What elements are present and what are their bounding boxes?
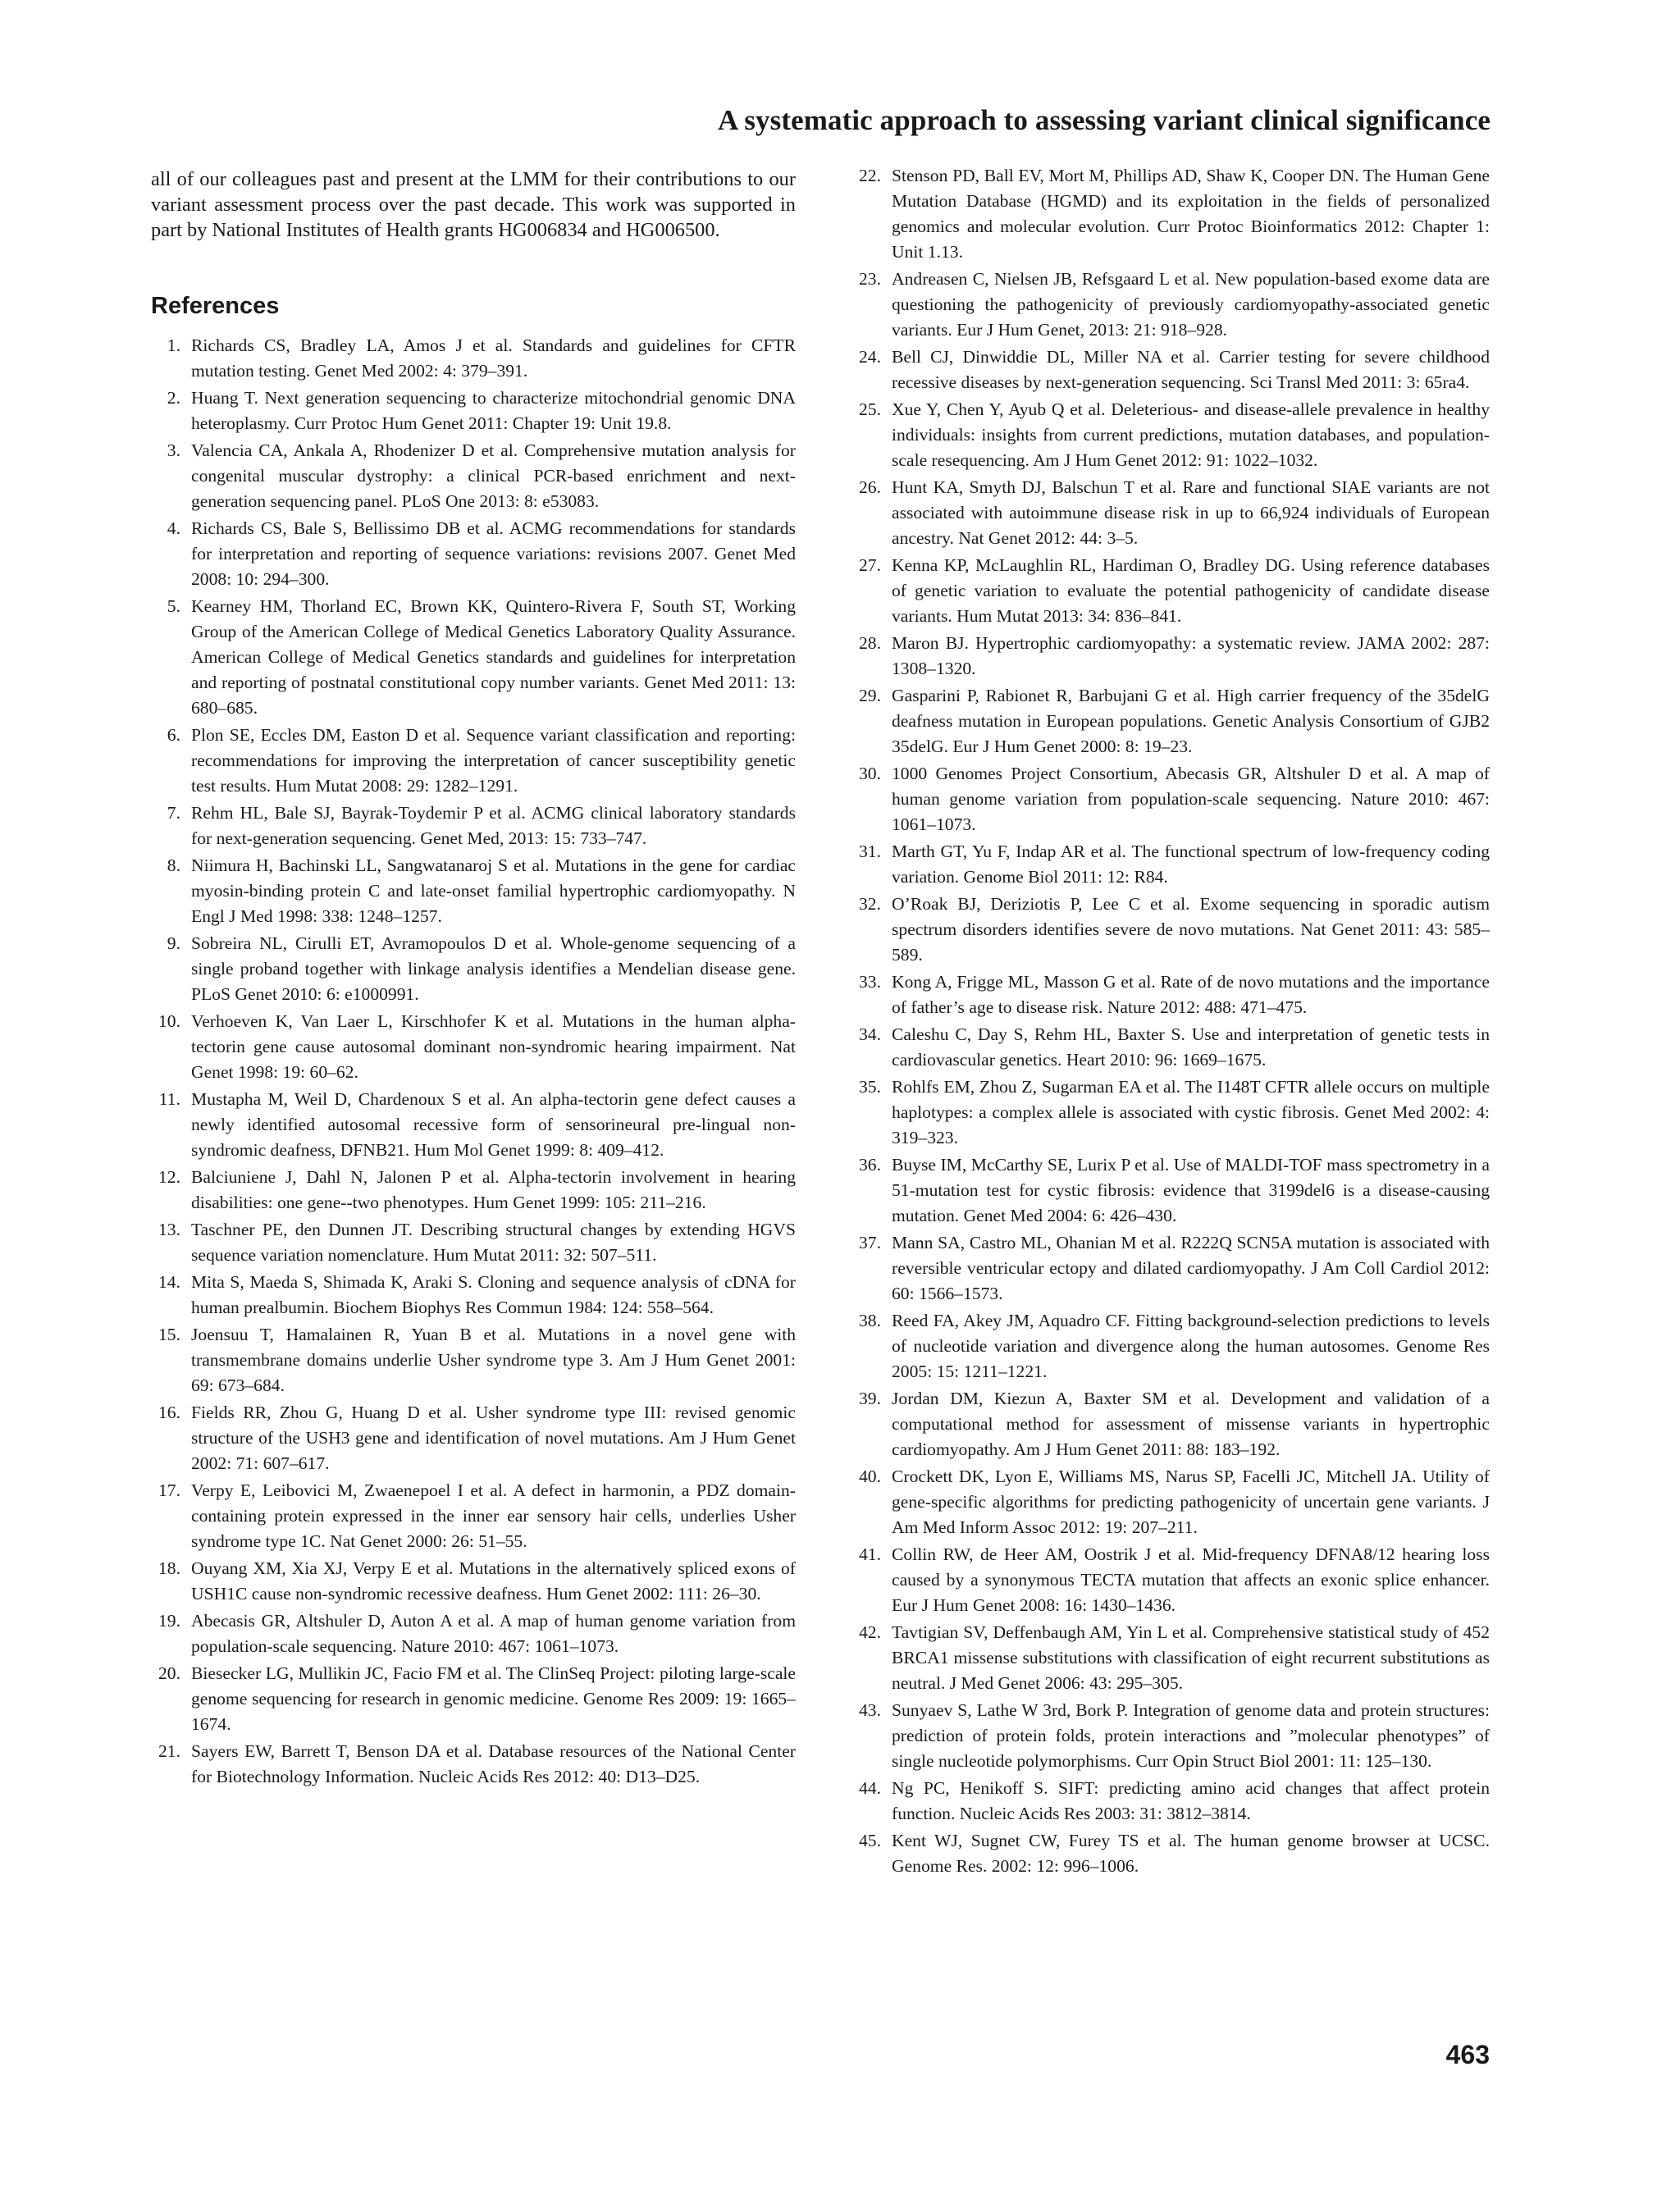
reference-text: Marth GT, Yu F, Indap AR et al. The functional spectrum of low-frequency coding variation. Genome Biol 2011: 12: R84. <box>892 842 1490 887</box>
reference-number: 23. <box>859 269 881 289</box>
reference-item <box>851 163 1490 265</box>
page-number: 463 <box>1445 2040 1490 2069</box>
reference-number: 22. <box>859 166 881 185</box>
references-heading: References <box>151 293 280 319</box>
reference-item <box>151 438 796 514</box>
reference-number: 43. <box>859 1700 881 1720</box>
acknowledgement-paragraph: all of our colleagues past and present at the LMM for their contributions to our variant assessment process over the past decade. This work was supported in part by National Institutes of Health grants HG006834 and HG006500. <box>151 168 796 241</box>
reference-text: Verpy E, Leibovici M, Zwaenepoel I et al. A defect in harmonin, a PDZ domain-containing protein expressed in the inner ear sensory hair cells, underlies Usher syndrome type 1C. Nat Genet 2000: 26: 51–55. <box>191 1480 796 1551</box>
reference-text: Rehm HL, Bale SJ, Bayrak-Toydemir P et al. ACMG clinical laboratory standards for next-generation sequencing. Genet Med, 2013: 15: 733–747. <box>191 803 796 848</box>
reference-item <box>851 683 1490 760</box>
reference-number: 30. <box>859 764 881 783</box>
reference-item <box>151 1270 796 1321</box>
reference-item <box>151 853 796 929</box>
reference-number: 37. <box>859 1233 881 1252</box>
reference-item <box>851 1542 1490 1618</box>
reference-number: 21. <box>158 1741 180 1761</box>
reference-item <box>151 516 796 592</box>
reference-item <box>151 1556 796 1607</box>
reference-number: 32. <box>859 894 881 914</box>
reference-number: 31. <box>859 842 881 861</box>
reference-text: Rohlfs EM, Zhou Z, Sugarman EA et al. The I148T CFTR allele occurs on multiple haplotypes: a complex allele is associated with cystic fibrosis. Genet Med 2002: 4: 319–323. <box>892 1077 1490 1147</box>
reference-item <box>851 553 1490 629</box>
reference-text: Mita S, Maeda S, Shimada K, Araki S. Cloning and sequence analysis of cDNA for human prealbumin. Biochem Biophys Res Commun 1984: 124: 558–564. <box>191 1272 796 1317</box>
reference-item <box>851 631 1490 682</box>
reference-text: Andreasen C, Nielsen JB, Refsgaard L et al. New population-based exome data are questioning the pathogenicity of previously cardiomyopathy-associated genetic variants. Eur J Hum Genet, 2013: 21: 918–928. <box>892 269 1490 340</box>
reference-number: 7. <box>167 803 180 823</box>
reference-text: Collin RW, de Heer AM, Oostrik J et al. Mid-frequency DFNA8/12 hearing loss caused by a synonymous TECTA mutation that affects an exonic splice enhancer. Eur J Hum Genet 2008: 16: 1430–1436. <box>892 1544 1490 1615</box>
reference-number: 3. <box>167 440 180 460</box>
reference-text: Valencia CA, Ankala A, Rhodenizer D et al. Comprehensive mutation analysis for congenital muscular dystrophy: a clinical PCR-based enrichment and next-generation sequencing panel. PLoS One 2013: 8: e53083. <box>191 440 796 511</box>
reference-item <box>851 1828 1490 1879</box>
reference-number: 40. <box>859 1467 881 1486</box>
reference-item <box>851 1386 1490 1462</box>
reference-number: 18. <box>158 1558 180 1578</box>
reference-number: 28. <box>859 633 881 653</box>
reference-text: Huang T. Next generation sequencing to characterize mitochondrial genomic DNA heteroplasmy. Curr Protoc Hum Genet 2011: Chapter 19: Unit 19.8. <box>191 388 796 433</box>
reference-item <box>851 892 1490 968</box>
reference-number: 24. <box>859 347 881 367</box>
reference-item <box>151 594 796 721</box>
reference-list-left <box>151 333 796 1790</box>
reference-text: Mann SA, Castro ML, Ohanian M et al. R222Q SCN5A mutation is associated with reversible ventricular ectopy and dilated cardiomyopathy. J Am Coll Cardiol 2012: 60: 1566–1573. <box>892 1233 1490 1303</box>
reference-text: Kent WJ, Sugnet CW, Furey TS et al. The human genome browser at UCSC. Genome Res. 2002: 12: 996–1006. <box>892 1831 1490 1876</box>
reference-item <box>851 1022 1490 1073</box>
reference-item <box>151 385 796 436</box>
reference-number: 17. <box>158 1480 180 1500</box>
reference-number: 4. <box>167 518 180 538</box>
reference-text: Maron BJ. Hypertrophic cardiomyopathy: a systematic review. JAMA 2002: 287: 1308–1320. <box>892 633 1490 678</box>
reference-number: 15. <box>158 1325 180 1344</box>
reference-text: Crockett DK, Lyon E, Williams MS, Narus SP, Facelli JC, Mitchell JA. Utility of gene-specific algorithms for predicting pathogenicity of uncertain gene variants. J Am Med Inform Assoc 2012: 19: 207–211. <box>892 1467 1490 1537</box>
reference-text: Richards CS, Bradley LA, Amos J et al. Standards and guidelines for CFTR mutation testing. Genet Med 2002: 4: 379–391. <box>191 335 796 381</box>
reference-text: Xue Y, Chen Y, Ayub Q et al. Deleterious- and disease-allele prevalence in healthy individuals: insights from current predictions, mutation databases, and population-scale resequencing. Am J Hum Genet 2012: 91: 1022–1032. <box>892 399 1490 470</box>
reference-item <box>151 1165 796 1216</box>
reference-item <box>151 1608 796 1659</box>
reference-text: Taschner PE, den Dunnen JT. Describing structural changes by extending HGVS sequence variation nomenclature. Hum Mutat 2011: 32: 507–511. <box>191 1220 796 1265</box>
reference-text: Fields RR, Zhou G, Huang D et al. Usher syndrome type III: revised genomic structure of the USH3 gene and identification of novel mutations. Am J Hum Genet 2002: 71: 607–617. <box>191 1403 796 1473</box>
reference-number: 41. <box>859 1544 881 1564</box>
reference-text: Ng PC, Henikoff S. SIFT: predicting amino acid changes that affect protein function. Nucleic Acids Res 2003: 31: 3812–3814. <box>892 1778 1490 1823</box>
reference-number: 44. <box>859 1778 881 1798</box>
reference-text: Ouyang XM, Xia XJ, Verpy E et al. Mutations in the alternatively spliced exons of USH1C cause non-syndromic recessive deafness. Hum Genet 2002: 111: 26–30. <box>191 1558 796 1604</box>
reference-text: Hunt KA, Smyth DJ, Balschun T et al. Rare and functional SIAE variants are not associated with autoimmune disease risk in up to 66,924 individuals of European ancestry. Nat Genet 2012: 44: 3–5. <box>892 477 1490 548</box>
reference-number: 35. <box>859 1077 881 1097</box>
reference-number: 39. <box>859 1389 881 1408</box>
reference-number: 33. <box>859 972 881 992</box>
reference-number: 16. <box>158 1403 180 1422</box>
reference-number: 38. <box>859 1311 881 1330</box>
reference-number: 20. <box>158 1663 180 1683</box>
reference-text: Richards CS, Bale S, Bellissimo DB et al. ACMG recommendations for standards for interpretation and reporting of sequence variations: revisions 2007. Genet Med 2008: 10: 294–300. <box>191 518 796 589</box>
reference-item <box>151 1322 796 1398</box>
reference-item <box>851 1698 1490 1774</box>
reference-item <box>151 1661 796 1737</box>
reference-text: Tavtigian SV, Deffenbaugh AM, Yin L et al. Comprehensive statistical study of 452 BRCA1 missense substitutions with classification of eight recurrent substitutions as neutral. J Med Genet 2006: 43: 295–305. <box>892 1622 1490 1693</box>
reference-item <box>151 723 796 799</box>
reference-item <box>851 475 1490 551</box>
reference-item <box>851 839 1490 890</box>
reference-item <box>851 1776 1490 1827</box>
reference-item <box>151 801 796 851</box>
reference-text: 1000 Genomes Project Consortium, Abecasis GR, Altshuler D et al. A map of human genome variation from population-scale sequencing. Nature 2010: 467: 1061–1073. <box>892 764 1490 834</box>
reference-text: Plon SE, Eccles DM, Easton D et al. Sequence variant classification and reporting: recommendations for improving the interpretation of cancer susceptibility genetic test results. Hum Mutat 2008: 29: 1282–1291. <box>191 725 796 796</box>
reference-item <box>851 1308 1490 1385</box>
right-column <box>851 163 1490 1881</box>
reference-number: 10. <box>158 1011 180 1031</box>
reference-text: Mustapha M, Weil D, Chardenoux S et al. An alpha-tectorin gene defect causes a newly identified autosomal recessive form of sensorineural pre-lingual non-syndromic deafness, DFNB21. Hum Mol Genet 1999: 8: 409–412. <box>191 1089 796 1160</box>
reference-text: Balciuniene J, Dahl N, Jalonen P et al. Alpha-tectorin involvement in hearing disabilities: one gene--two phenotypes. Hum Genet 1999: 105: 211–216. <box>191 1167 796 1212</box>
reference-number: 1. <box>167 335 180 355</box>
reference-number: 36. <box>859 1155 881 1175</box>
reference-item <box>851 1152 1490 1229</box>
reference-item <box>151 931 796 1007</box>
reference-text: O’Roak BJ, Deriziotis P, Lee C et al. Exome sequencing in sporadic autism spectrum disorders identifies severe de novo mutations. Nat Genet 2011: 43: 585–589. <box>892 894 1490 965</box>
reference-text: Biesecker LG, Mullikin JC, Facio FM et al. The ClinSeq Project: piloting large-scale genome sequencing for research in genomic medicine. Genome Res 2009: 19: 1665–1674. <box>191 1663 796 1734</box>
reference-item <box>851 267 1490 343</box>
reference-item <box>151 333 796 384</box>
reference-number: 5. <box>167 596 180 616</box>
reference-number: 8. <box>167 855 180 875</box>
reference-item <box>851 1230 1490 1307</box>
reference-item <box>851 1074 1490 1151</box>
running-title: A systematic approach to assessing variant clinical significance <box>718 104 1491 136</box>
reference-text: Jordan DM, Kiezun A, Baxter SM et al. Development and validation of a computational method for assessment of missense variants in hypertrophic cardiomyopathy. Am J Hum Genet 2011: 88: 183–192. <box>892 1389 1490 1459</box>
reference-item <box>151 1478 796 1554</box>
reference-number: 25. <box>859 399 881 419</box>
reference-number: 29. <box>859 686 881 705</box>
reference-item <box>851 761 1490 837</box>
reference-text: Caleshu C, Day S, Rehm HL, Baxter S. Use and interpretation of genetic tests in cardiovascular genetics. Heart 2010: 96: 1669–1675. <box>892 1024 1490 1070</box>
reference-number: 2. <box>167 388 180 408</box>
left-column <box>151 167 796 1791</box>
reference-number: 42. <box>859 1622 881 1642</box>
reference-number: 11. <box>158 1089 180 1109</box>
reference-text: Bell CJ, Dinwiddie DL, Miller NA et al. Carrier testing for severe childhood recessive diseases by next-generation sequencing. Sci Transl Med 2011: 3: 65ra4. <box>892 347 1490 392</box>
reference-item <box>151 1739 796 1790</box>
reference-text: Verhoeven K, Van Laer L, Kirschhofer K et al. Mutations in the human alpha-tectorin gene cause autosomal dominant non-syndromic hearing impairment. Nat Genet 1998: 19: 60–62. <box>191 1011 796 1082</box>
reference-text: Kong A, Frigge ML, Masson G et al. Rate of de novo mutations and the importance of father’s age to disease risk. Nature 2012: 488: 471–475. <box>892 972 1490 1017</box>
reference-item <box>151 1217 796 1268</box>
reference-number: 14. <box>158 1272 180 1292</box>
reference-text: Gasparini P, Rabionet R, Barbujani G et al. High carrier frequency of the 35delG deafness mutation in European populations. Genetic Analysis Consortium of GJB2 35delG. Eur J Hum Genet 2000: 8: 19–23. <box>892 686 1490 756</box>
reference-item <box>151 1087 796 1163</box>
reference-text: Joensuu T, Hamalainen R, Yuan B et al. Mutations in a novel gene with transmembrane domains underlie Usher syndrome type 3. Am J Hum Genet 2001: 69: 673–684. <box>191 1325 796 1395</box>
reference-number: 19. <box>158 1611 180 1631</box>
reference-item <box>851 1620 1490 1696</box>
reference-number: 34. <box>859 1024 881 1044</box>
reference-text: Abecasis GR, Altshuler D, Auton A et al. A map of human genome variation from population-scale sequencing. Nature 2010: 467: 1061–1073. <box>191 1611 796 1656</box>
reference-number: 9. <box>167 933 180 953</box>
reference-item <box>851 344 1490 395</box>
reference-item <box>151 1009 796 1085</box>
reference-number: 6. <box>167 725 180 745</box>
reference-item <box>851 1464 1490 1540</box>
reference-number: 13. <box>158 1220 180 1239</box>
reference-number: 45. <box>859 1831 881 1850</box>
reference-number: 27. <box>859 555 881 575</box>
reference-text: Sayers EW, Barrett T, Benson DA et al. Database resources of the National Center for Biotechnology Information. Nucleic Acids Res 2012: 40: D13–D25. <box>191 1741 796 1786</box>
reference-list-right <box>851 163 1490 1879</box>
reference-text: Reed FA, Akey JM, Aquadro CF. Fitting background-selection predictions to levels of nucleotide variation and divergence along the human autosomes. Genome Res 2005: 15: 1211–1221. <box>892 1311 1490 1381</box>
reference-text: Sobreira NL, Cirulli ET, Avramopoulos D et al. Whole-genome sequencing of a single proband together with linkage analysis identifies a Mendelian disease gene. PLoS Genet 2010: 6: e1000991. <box>191 933 796 1004</box>
reference-text: Niimura H, Bachinski LL, Sangwatanaroj S et al. Mutations in the gene for cardiac myosin-binding protein C and late-onset familial hypertrophic cardiomyopathy. N Engl J Med 1998: 338: 1248–1257. <box>191 855 796 926</box>
reference-text: Kearney HM, Thorland EC, Brown KK, Quintero-Rivera F, South ST, Working Group of the American College of Medical Genetics Laboratory Quality Assurance. American College of Medical Genetics standards and guidelines for interpretation and reporting of postnatal constitutional copy number variants. Genet Med 2011: 13: 680–685. <box>191 596 796 718</box>
reference-text: Stenson PD, Ball EV, Mort M, Phillips AD, Shaw K, Cooper DN. The Human Gene Mutation Database (HGMD) and its exploitation in the fields of personalized genomics and molecular evolution. Curr Protoc Bioinformatics 2012: Chapter 1: Unit 1.13. <box>892 166 1490 262</box>
reference-text: Sunyaev S, Lathe W 3rd, Bork P. Integration of genome data and protein structures: prediction of protein folds, protein interactions and ”molecular phenotypes” of single nucleotide polymorphisms. Curr Opin Struct Biol 2001: 11: 125–130. <box>892 1700 1490 1771</box>
reference-number: 26. <box>859 477 881 497</box>
reference-text: Kenna KP, McLaughlin RL, Hardiman O, Bradley DG. Using reference databases of genetic variation to evaluate the potential pathogenicity of candidate disease variants. Hum Mutat 2013: 34: 836–841. <box>892 555 1490 626</box>
reference-text: Buyse IM, McCarthy SE, Lurix P et al. Use of MALDI-TOF mass spectrometry in a 51-mutation test for cystic fibrosis: evidence that 3199del6 is a disease-causing mutation. Genet Med 2004: 6: 426–430. <box>892 1155 1490 1225</box>
reference-item <box>851 969 1490 1020</box>
reference-item <box>851 397 1490 473</box>
reference-number: 12. <box>158 1167 180 1187</box>
reference-item <box>151 1400 796 1476</box>
